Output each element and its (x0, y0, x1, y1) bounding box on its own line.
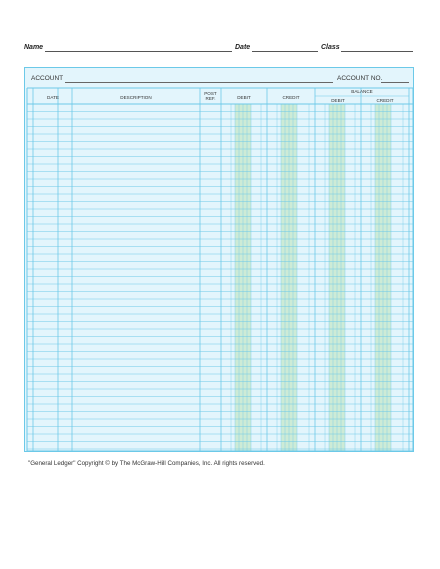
account-label: ACCOUNT (31, 75, 64, 82)
date-label: Date (235, 44, 251, 51)
col-header-debit: DEBIT (237, 95, 251, 100)
copyright-notice: "General Ledger" Copyright © by The McGraw-Hill Companies, Inc. All rights reserved. (28, 460, 265, 467)
col-header-balance: BALANCE (351, 89, 373, 94)
date-field[interactable] (252, 51, 318, 52)
account-no-label: ACCOUNT NO. (337, 75, 383, 82)
col-header-date: DATE (47, 95, 59, 100)
col-header-balance-debit: DEBIT (331, 98, 345, 103)
col-header-balance-credit: CREDIT (376, 98, 394, 103)
col-header-post-ref-1: POST (204, 91, 217, 96)
col-header-credit: CREDIT (282, 95, 300, 100)
ledger-grid (25, 68, 415, 453)
name-label: Name (24, 44, 44, 51)
class-label: Class (321, 44, 340, 51)
form-header (0, 0, 440, 60)
col-header-description: DESCRIPTION (120, 95, 152, 100)
col-header-post-ref-2: REF. (205, 96, 216, 101)
name-field[interactable] (45, 51, 232, 52)
ledger-sheet (24, 67, 414, 452)
class-field[interactable] (341, 51, 413, 52)
